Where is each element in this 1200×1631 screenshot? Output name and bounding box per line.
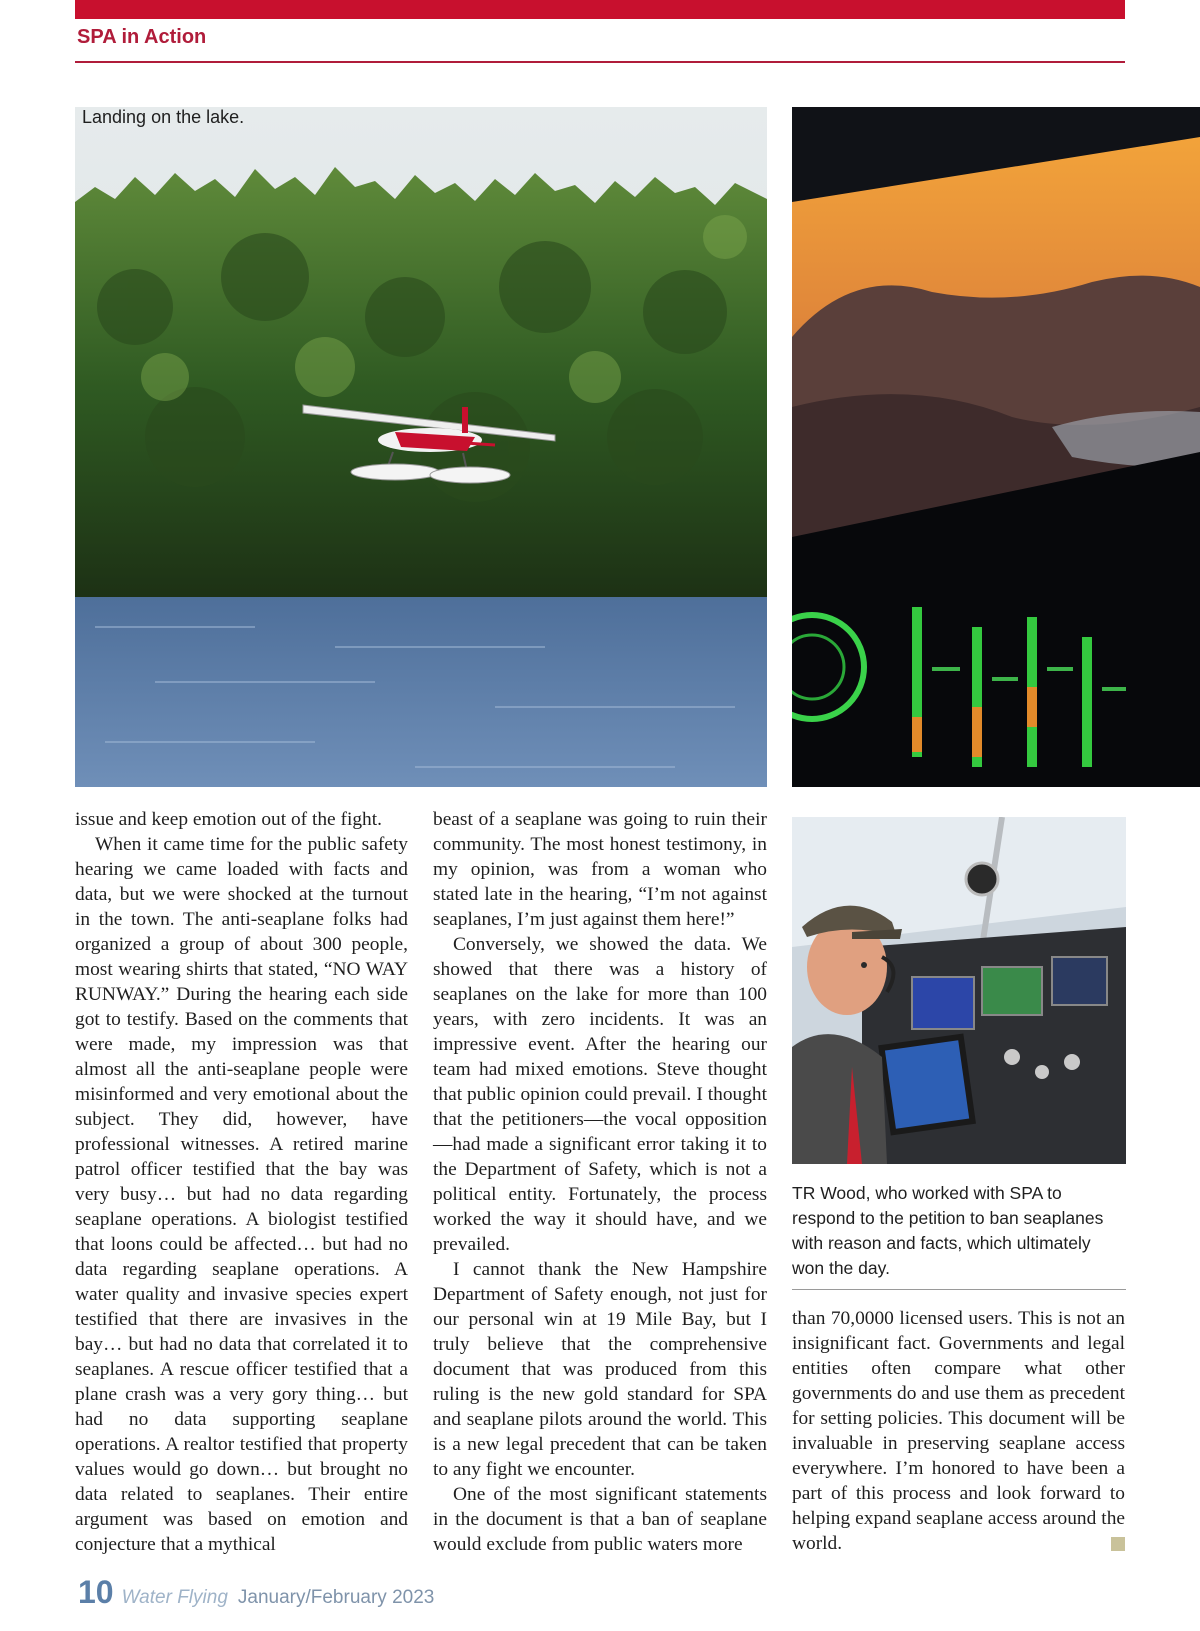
photo-cockpit-sunset <box>792 107 1200 787</box>
article-column-3 <box>792 1306 1125 1556</box>
photo-lake-landing <box>75 107 767 787</box>
paragraph: than 70,0000 licensed users. This is not an insignificant fact. Governments and legal entities often compare what other governments do and use them as precedent for setting policies. This document will be invaluable in preserving seaplane access everywhere. I’m honored to have been a part of this process and look forward to helping expand seaplane access around the world. <box>792 1308 1125 1554</box>
paragraph: beast of a seaplane was going to ruin their community. The most honest testimony, in my opinion, was from a woman who stated late in the hearing, “I’m not against seaplanes, I’m just against them here!” <box>433 809 767 930</box>
paragraph: I cannot thank the New Hampshire Department of Safety enough, not just for our personal win at 19 Mile Bay, but I truly believe that the comprehensive document that was produced from this ruling is the new gold standard for SPA and seaplane pilots around the world. This is a new legal precedent that can be taken to any fight we encounter. <box>433 1259 767 1480</box>
photo-caption-pilot: TR Wood, who worked with SPA to respond to the petition to ban seaplanes with reason and facts, which ultimately won the day. <box>792 1183 1104 1278</box>
article-column-1 <box>75 807 408 1557</box>
header-accent-bar <box>75 0 1125 19</box>
header-rule <box>75 61 1125 63</box>
page-number: 10 <box>78 1574 114 1610</box>
end-of-article-mark <box>1111 1537 1125 1551</box>
photo-caption-lake: Landing on the lake. <box>82 107 245 127</box>
magazine-name: Water Flying <box>121 1587 228 1608</box>
section-label: SPA in Action <box>77 26 207 48</box>
photo-pilot-in-cockpit <box>792 817 1126 1164</box>
paragraph: issue and keep emotion out of the fight. <box>75 809 382 830</box>
paragraph: One of the most significant statements in the document is that a ban of seaplane would exclude from public waters more <box>433 1484 767 1555</box>
page-footer <box>78 1574 434 1611</box>
issue-date: January/February 2023 <box>237 1587 435 1608</box>
paragraph: When it came time for the public safety hearing we came loaded with facts and data, but we were shocked at the turnout in the town. The anti-seaplane folks had organized a group of about 300 people, most wearing shirts that stated, “NO WAY RUNWAY.” During the hearing each side got to testify. Based on the comments that were made, my impression was that almost all the anti-seaplane people were misinformed and very emotional about the subject. They did, however, have professional witnesses. A retired marine patrol officer testified that the bay was very busy… but had no data regarding seaplane operations. A biologist testified that loons could be affected… but had no data regarding seaplane operations. A water quality and invasive species expert testified that there are invasives in the bay… but had no data that correlated it to seaplanes. A rescue officer testified that a plane crash was a very gory thing… but had no data supporting seaplane operations. A realtor testified that property values would go down… but brought no data related to seaplanes. Their entire argument was based on emotion and conjecture that a mythical <box>75 834 408 1555</box>
paragraph: Conversely, we showed the data. We showed that there was a history of seaplanes on the lake for more than 100 years, with zero incidents. It was an impressive event. After the hearing our team had mixed emotions. Steve thought that public opinion could prevail. I thought that the petitioners—the vocal opposition—had made a significant error taking it to the Department of Safety, which is not a political entity. Fortunately, the process worked the way it should have, and we prevailed. <box>433 934 767 1255</box>
caption-divider <box>792 1289 1126 1290</box>
article-column-2 <box>433 807 767 1557</box>
